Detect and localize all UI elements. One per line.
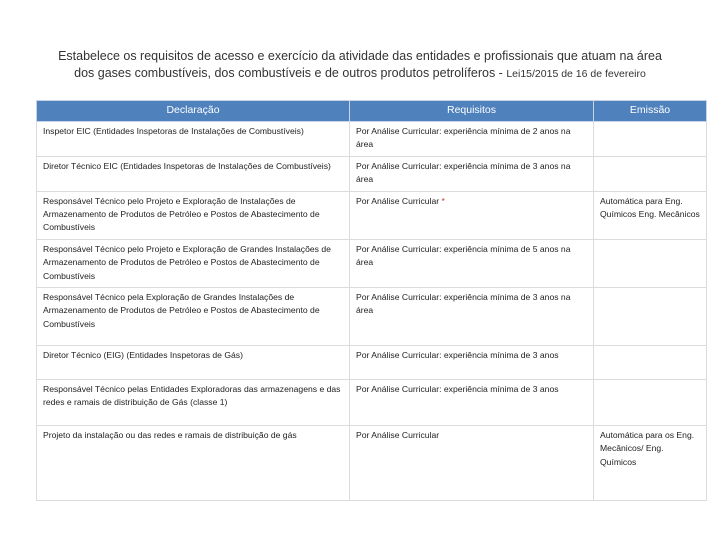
header-line-1: Estabelece os requisitos de acesso e exercício da atividade das entidades e profissionais que atuam na área (58, 49, 662, 63)
column-header-declaracao: Declaração (37, 101, 350, 122)
table-header-row (37, 101, 707, 122)
page-header (30, 48, 690, 83)
table-row (37, 191, 707, 239)
cell-declaracao: Responsável Técnico pelo Projeto e Exploração de Instalações de Armazenamento de Produtos de Petróleo e Postos de Abastecimento de Combustíveis (37, 191, 350, 239)
table-row (37, 239, 707, 287)
cell-declaracao: Responsável Técnico pela Exploração de Grandes Instalações de Armazenamento de Produtos de Petróleo e Postos de Abastecimento de Combustíveis (37, 288, 350, 346)
cell-requisitos: Por Análise Curricular: experiência mínima de 3 anos na área (350, 156, 594, 191)
table-row (37, 122, 707, 157)
cell-emissao (594, 288, 707, 346)
table-row (37, 380, 707, 426)
table-row (37, 426, 707, 501)
cell-requisitos: Por Análise Curricular: experiência mínima de 3 anos (350, 346, 594, 380)
cell-declaracao: Projeto da instalação ou das redes e ramais de distribuição de gás (37, 426, 350, 501)
column-header-requisitos: Requisitos (350, 101, 594, 122)
cell-emissao: Automática para Eng. Químicos Eng. Mecânicos (594, 191, 707, 239)
table-row (37, 156, 707, 191)
cell-emissao (594, 346, 707, 380)
cell-declaracao: Responsável Técnico pelo Projeto e Exploração de Grandes Instalações de Armazenamento de Produtos de Petróleo e Postos de Abastecimento de Combustíveis (37, 239, 350, 287)
cell-requisitos (350, 191, 594, 239)
requisitos-asterisk: * (441, 195, 445, 206)
cell-declaracao: Inspetor EIC (Entidades Inspetoras de Instalações de Combustíveis) (37, 122, 350, 157)
cell-requisitos: Por Análise Curricular: experiência mínima de 3 anos na área (350, 288, 594, 346)
header-line-2-main: dos gases combustíveis, dos combustíveis e de outros produtos petrolíferos - (74, 66, 503, 80)
cell-requisitos: Por Análise Curricular (350, 426, 594, 501)
cell-requisitos: Por Análise Curricular: experiência mínima de 5 anos na área (350, 239, 594, 287)
requirements-table (36, 100, 707, 501)
cell-emissao: Automática para os Eng. Mecânicos/ Eng. Químicos (594, 426, 707, 501)
cell-emissao (594, 380, 707, 426)
cell-requisitos: Por Análise Curricular: experiência mínima de 3 anos (350, 380, 594, 426)
cell-emissao (594, 122, 707, 157)
cell-requisitos: Por Análise Curricular: experiência mínima de 2 anos na área (350, 122, 594, 157)
table-row (37, 288, 707, 346)
cell-declaracao: Diretor Técnico (EIG) (Entidades Inspetoras de Gás) (37, 346, 350, 380)
header-law-reference: Lei15/2015 de 16 de fevereiro (506, 68, 646, 80)
table-row (37, 346, 707, 380)
header-line-2 (30, 65, 690, 83)
column-header-emissao: Emissão (594, 101, 707, 122)
cell-declaracao: Diretor Técnico EIC (Entidades Inspetoras de Instalações de Combustíveis) (37, 156, 350, 191)
cell-declaracao: Responsável Técnico pelas Entidades Exploradoras das armazenagens e das redes e ramais de distribuição de Gás (classe 1) (37, 380, 350, 426)
cell-emissao (594, 239, 707, 287)
cell-emissao (594, 156, 707, 191)
requisitos-text: Por Análise Curricular (356, 195, 440, 206)
